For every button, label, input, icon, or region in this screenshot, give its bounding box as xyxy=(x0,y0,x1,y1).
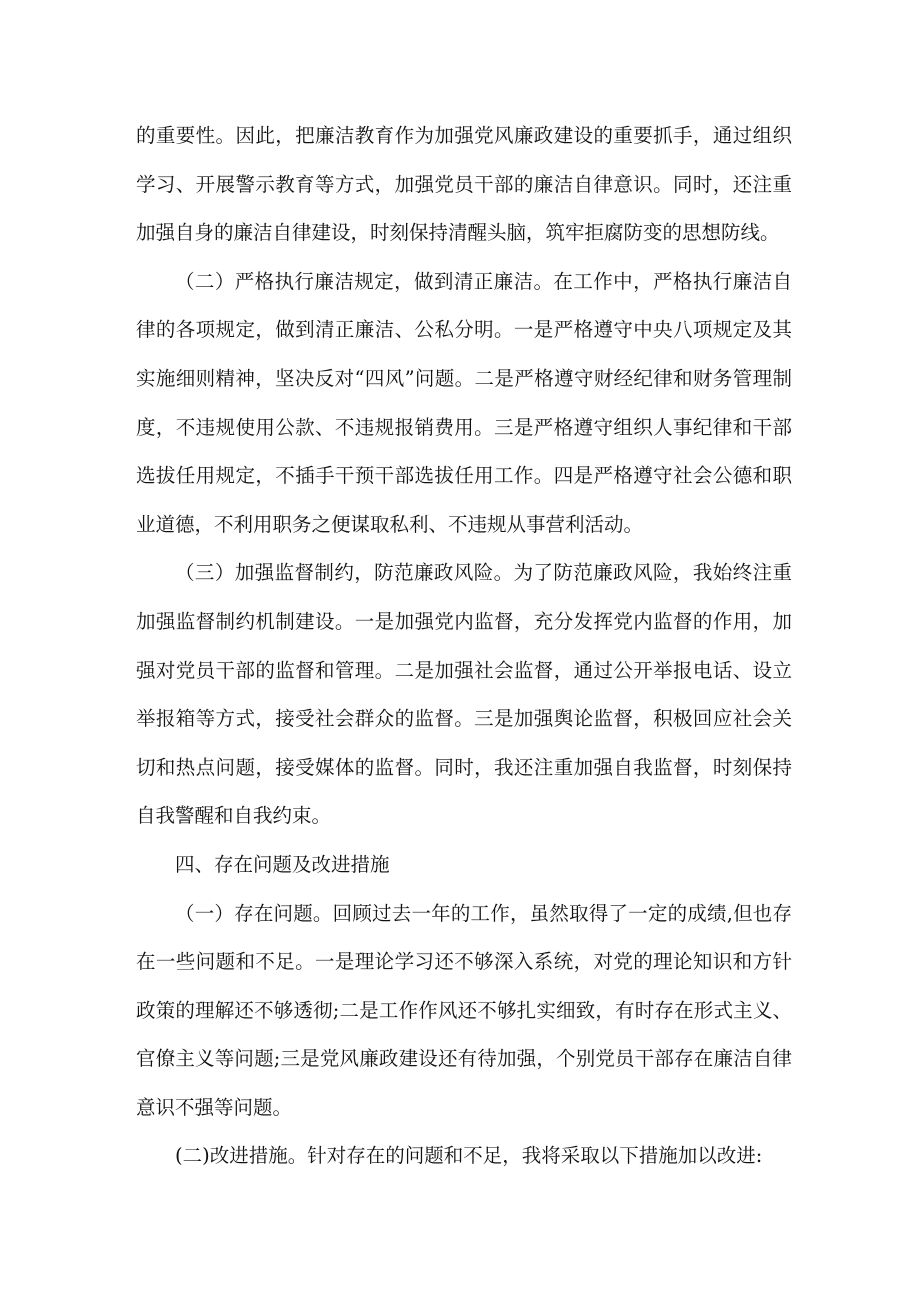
paragraph-improvement-measures: (二)改进措施。针对存在的问题和不足，我将采取以下措施加以改进: xyxy=(175,1144,763,1168)
paragraph-existing-problems: （一）存在问题。回顾过去一年的工作，虽然取得了一定的成绩,但也存在一些问题和不足。一是理论学习还不够深入系统，对党的理论知识和方针政策的理解还不够透彻;二是工作作风还不够扎实细致，有时存在形式主义、官僚主义等问题;三是党风廉政建设还有待加强，个别党员干部存在廉洁自律意识不强等问题。 xyxy=(136,901,792,1119)
section-heading-problems: 四、存在问题及改进措施 xyxy=(175,852,390,876)
document-body xyxy=(136,112,792,1181)
paragraph-continued: 的重要性。因此，把廉洁教育作为加强党风廉政建设的重要抓手，通过组织学习、开展警示教育等方式，加强党员干部的廉洁自律意识。同时，还注重加强自身的廉洁自律建设，时刻保持清醒头脑，筑牢拒腐防变的思想防线。 xyxy=(136,124,792,245)
paragraph-strict-rules: （二）严格执行廉洁规定，做到清正廉洁。在工作中，严格执行廉洁自律的各项规定，做到清正廉洁、公私分明。一是严格遵守中央八项规定及其实施细则精神，坚决反对“四风”问题。二是严格遵守财经纪律和财务管理制度，不违规使用公款、不违规报销费用。三是严格遵守组织人事纪律和干部选拔任用规定，不插手干预干部选拔任用工作。四是严格遵守社会公德和职业道德，不利用职务之便谋取私利、不违规从事营利活动。 xyxy=(136,269,792,536)
paragraph-supervision: （三）加强监督制约，防范廉政风险。为了防范廉政风险，我始终注重加强监督制约机制建设。一是加强党内监督，充分发挥党内监督的作用，加强对党员干部的监督和管理。二是加强社会监督，通过公开举报电话、设立举报箱等方式，接受社会群众的监督。三是加强舆论监督，积极回应社会关切和热点问题，接受媒体的监督。同时，我还注重加强自我监督，时刻保持自我警醒和自我约束。 xyxy=(136,561,792,828)
